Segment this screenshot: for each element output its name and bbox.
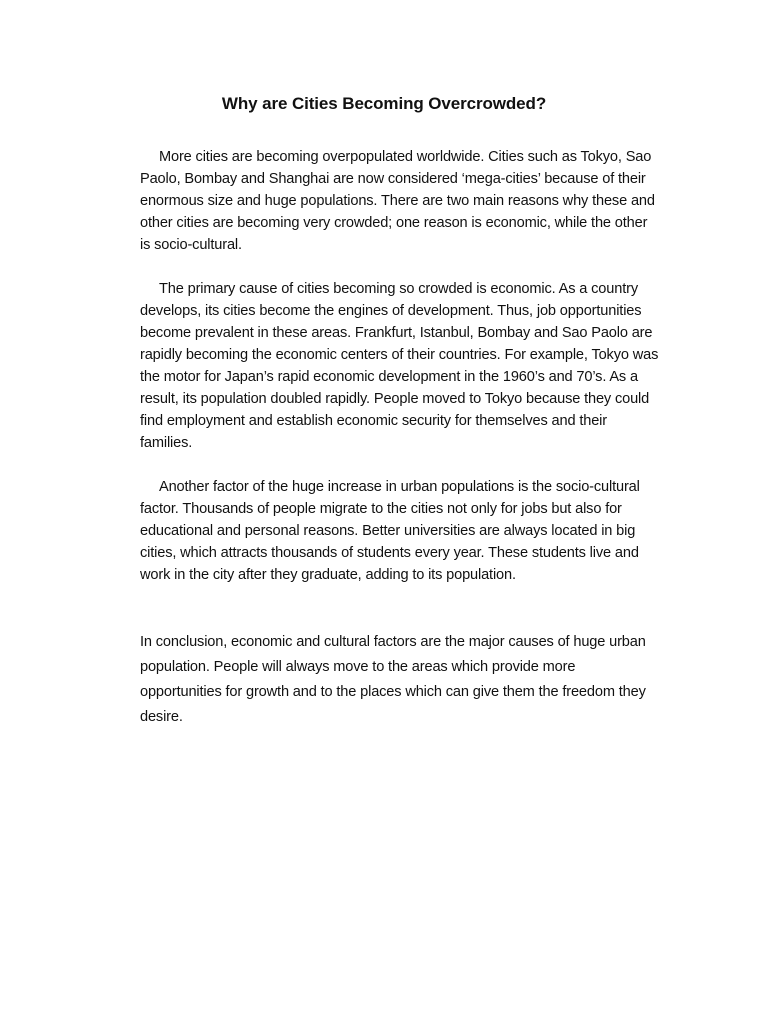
paragraph-socio-cultural-cause: Another factor of the huge increase in urban populations is the socio-cultural factor. Thousands of people migrate to the cities not only for jobs but also for educational and personal reasons. Better universities are always located in big cities, which attracts thousands of students every year. These students live and work in the city after they graduate, adding to its population.: [140, 479, 640, 583]
paragraph-conclusion: In conclusion, economic and cultural factors are the major causes of huge urban population. People will always move to the areas which provide more opportunities for growth and to the places which can give them the freedom they desire.: [140, 634, 646, 725]
document-title: Why are Cities Becoming Overcrowded?: [221, 94, 547, 113]
paragraph-introduction: More cities are becoming overpopulated worldwide. Cities such as Tokyo, Sao Paolo, Bombay and Shanghai are now considered ‘mega-cities’ because of their enormous size and huge populations. There are two main reasons why these and other cities are becoming very crowded; one reason is economic, while the other is socio-cultural.: [140, 149, 655, 253]
paragraph-economic-cause: The primary cause of cities becoming so crowded is economic. As a country develops, its cities become the engines of development. Thus, job opportunities become prevalent in these areas. Frankfurt, Istanbul, Bombay and Sao Paolo are rapidly becoming the economic centers of their countries. For example, Tokyo was the motor for Japan’s rapid economic development in the 1960’s and 70’s. As a result, its population doubled rapidly. People moved to Tokyo because they could find employment and establish economic security for themselves and their families.: [140, 281, 659, 451]
